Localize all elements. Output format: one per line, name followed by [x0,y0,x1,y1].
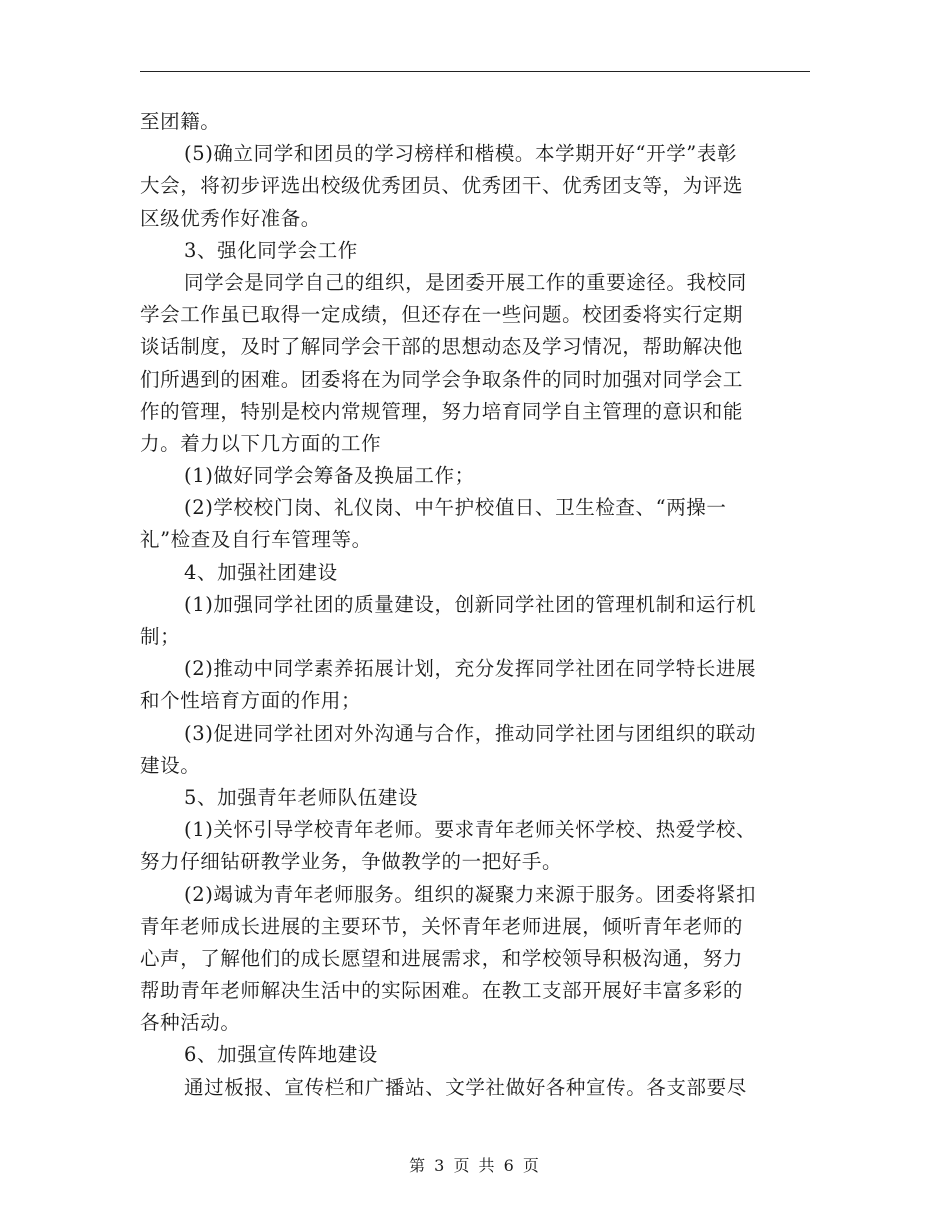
header-rule [140,71,810,72]
text-line: 6、加强宣传阵地建设 [184,1043,378,1067]
text-line: 区级优秀作好准备。 [140,206,321,230]
text-line: 学会工作虽已取得一定成绩，但还存在一些问题。校团委将实行定期 [140,303,744,327]
text-line: 各种活动。 [140,1011,241,1035]
text-line: 至团籍。 [140,110,221,133]
text-line: 建设。 [140,753,201,777]
text-line: 礼”检查及自行车管理等。 [140,528,372,552]
text-line: (2)竭诚为青年老师服务。组织的凝聚力来源于服务。团委将紧扣 [184,882,757,906]
text-line: 帮助青年老师解决生活中的实际困难。在教工支部开展好丰富多彩的 [140,979,744,1003]
text-line: 们所遇到的困难。团委将在为同学会争取条件的同时加强对同学会工 [140,367,744,391]
document-body [140,106,810,1104]
text-line: 谈话制度，及时了解同学会干部的思想动态及学习情况，帮助解决他 [140,335,744,359]
text-line: (2)学校校门岗、礼仪岗、中午护校值日、卫生检查、“两操一 [184,496,727,520]
text-line: 力。着力以下几方面的工作 [140,431,382,455]
text-line: 通过板报、宣传栏和广播站、文学社做好各种宣传。各支部要尽 [184,1075,747,1099]
text-line: (1)加强同学社团的质量建设，创新同学社团的管理机制和运行机 [184,592,757,616]
page-footer: 第 3 页 共 6 页 [409,1156,541,1175]
text-line: 大会，将初步评选出校级优秀团员、优秀团干、优秀团支等，为评选 [140,174,744,198]
text-line: 努力仔细钻研教学业务，争做教学的一把好手。 [140,850,563,874]
text-line: 和个性培育方面的作用； [140,689,362,713]
text-line: 青年老师成长进展的主要环节，关怀青年老师进展，倾听青年老师的 [140,914,744,938]
text-line: 4、加强社团建设 [184,560,338,584]
text-line: (1)做好同学会筹备及换届工作； [184,464,475,488]
text-line: 同学会是同学自己的组织，是团委开展工作的重要途径。我校同 [184,270,747,294]
text-line: (5)确立同学和团员的学习榜样和楷模。本学期开好“开学”表彰 [184,142,738,166]
text-line: 作的管理，特别是校内常规管理，努力培育同学自主管理的意识和能 [140,399,744,423]
text-line: 5、加强青年老师队伍建设 [184,785,419,809]
text-line: 心声，了解他们的成长愿望和进展需求，和学校领导积极沟通，努力 [140,946,744,970]
text-line: (1)关怀引导学校青年老师。要求青年老师关怀学校、热爱学校、 [184,818,757,842]
text-line: (2)推动中同学素养拓展计划，充分发挥同学社团在同学特长进展 [184,657,757,681]
text-line: 制； [140,625,181,648]
text-line: 3、强化同学会工作 [184,238,358,262]
text-line: (3)促进同学社团对外沟通与合作，推动同学社团与团组织的联动 [184,721,757,745]
